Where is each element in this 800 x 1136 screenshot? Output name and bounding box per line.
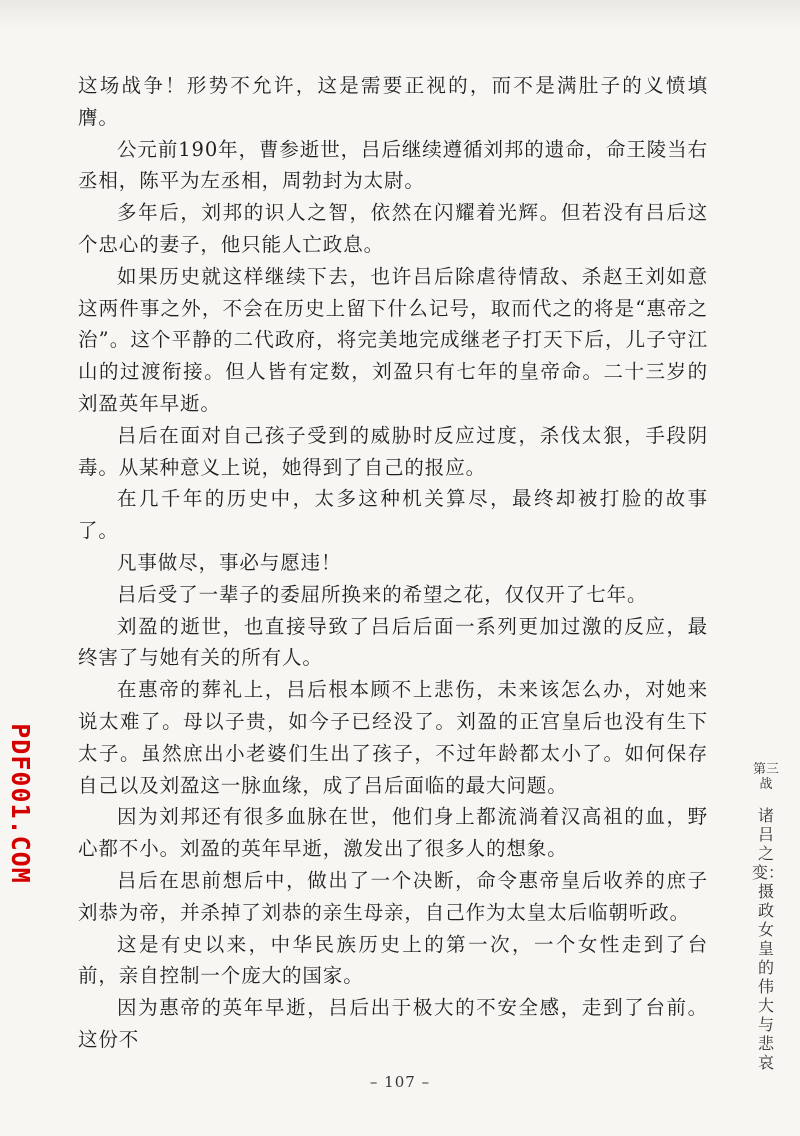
paragraph: 在惠帝的葬礼上，吕后根本顾不上悲伤，未来该怎么办，对她来说太难了。母以子贵，如今子已经没了。刘盈的正宫皇后也没有生下太子。虽然庶出小老婆们生出了孩子，不过年龄都太小了。如何保存自己以及刘盈这一脉血缘，成了吕后面临的最大问题。 xyxy=(78,678,708,797)
page-number: – 107 – xyxy=(369,1073,431,1091)
paragraph: 因为惠帝的英年早逝，吕后出于极大的不安全感，走到了台前。这份不 xyxy=(78,996,708,1051)
paragraph: 在几千年的历史中，太多这种机关算尽，最终却被打脸的故事了。 xyxy=(78,487,708,543)
watermark-text: PDF001.COM xyxy=(5,722,35,884)
watermark xyxy=(0,718,40,888)
paragraph: 吕后在面对自己孩子受到的威胁时反应过度，杀伐太狠，手段阴毒。从某种意义上说，她得到了自己的报应。 xyxy=(78,423,708,479)
chapter-title: 诸吕之变：摄政女皇的伟大与悲哀 xyxy=(752,806,785,1072)
paragraph: 多年后，刘邦的识人之智，依然在闪耀着光辉。但若没有吕后这个忠心的妻子，他只能人亡政息。 xyxy=(78,201,708,256)
body-text xyxy=(78,70,708,1056)
paragraph: 这场战争！形势不允许，这是需要正视的，而不是满肚子的义愤填膺。 xyxy=(78,74,708,129)
paragraph: 公元前190年，曹参逝世，吕后继续遵循刘邦的遗命，命王陵当右丞相，陈平为左丞相，周勃封为太尉。 xyxy=(78,137,708,193)
part-label: 第三战 xyxy=(752,762,779,792)
paragraph: 凡事做尽，事必与愿违！ xyxy=(117,550,342,574)
paragraph: 因为刘邦还有很多血脉在世，他们身上都流淌着汉高祖的血，野心都不小。刘盈的英年早逝，激发出了很多人的想象。 xyxy=(78,805,708,861)
paragraph: 吕后在思前想后中，做出了一个决断，命令惠帝皇后收养的庶子刘恭为帝，并杀掉了刘恭的亲生母亲，自己作为太皇太后临朝听政。 xyxy=(78,868,708,924)
paragraph: 刘盈的逝世，也直接导致了吕后后面一系列更加过激的反应，最终害了与她有关的所有人。 xyxy=(78,614,708,670)
chapter-side-label xyxy=(752,762,785,1072)
paragraph: 吕后受了一辈子的委屈所换来的希望之花，仅仅开了七年。 xyxy=(117,582,648,606)
paragraph: 如果历史就这样继续下去，也许吕后除虐待情敌、杀赵王刘如意这两件事之外，不会在历史上留下什么记号，取而代之的将是“惠帝之治”。这个平静的二代政府，将完美地完成继老子打天下后，儿子守江山的过渡衔接。但人皆有定数，刘盈只有七年的皇帝命。二十三岁的刘盈英年早逝。 xyxy=(78,264,708,415)
page-top-shadow xyxy=(0,0,800,28)
paragraph: 这是有史以来，中华民族历史上的第一次，一个女性走到了台前，亲自控制一个庞大的国家。 xyxy=(78,932,708,988)
